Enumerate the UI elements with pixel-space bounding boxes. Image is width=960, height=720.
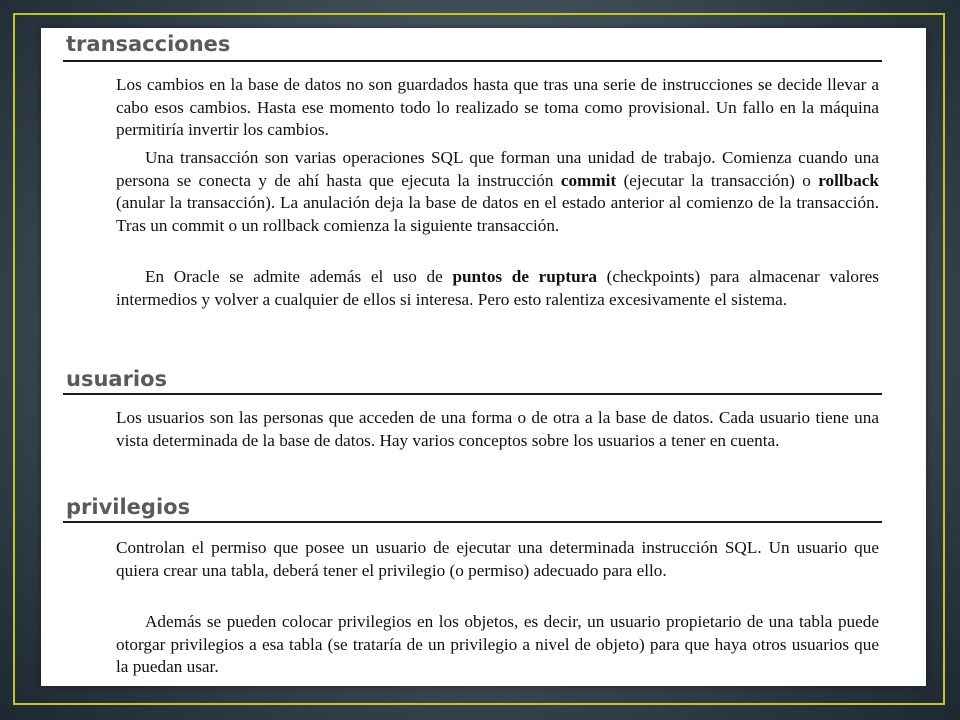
paragraph-usuarios-1: Los usuarios son las personas que acceden de una forma o de otra a la base de datos. Cada usuario tiene una vista determinada de la base de datos. Hay varios conceptos sobre los usuarios a tener en cuenta. xyxy=(116,408,879,450)
text: (ejecutar la transacción) o xyxy=(616,170,819,190)
keyword-commit: commit xyxy=(560,170,617,190)
paragraph-transacciones-3 xyxy=(116,266,879,311)
paragraph-privilegios-1: Controlan el permiso que posee un usuario de ejecutar una determinada instrucción SQL. Un usuario que quiera crear una tabla, deberá tener el privilegio (o permiso) adecuado para ello. xyxy=(116,538,879,580)
paragraph-privilegios-2: Además se pueden colocar privilegios en los objetos, es decir, un usuario propietario de una tabla puede otorgar privilegios a esa tabla (se trataría de un privilegio a nivel de objeto) para que haya otros usuarios que la puedan usar. xyxy=(116,612,879,677)
section-rule-privilegios xyxy=(63,521,882,523)
keyword-puntos-de-ruptura: puntos de ruptura xyxy=(452,267,597,286)
text: En Oracle se admite además el uso de xyxy=(145,267,453,286)
document-page xyxy=(41,28,926,686)
text: (anular la transacción). La anulación deja la base de datos en el estado anterior al comienzo de la transacción. Tras un commit o un rollback comienza la siguiente transacción. xyxy=(116,193,879,235)
section-rule-transacciones xyxy=(63,60,882,62)
text: (checkpoints) para almacenar valores intermedios y volver a cualquier de ellos si interesa. Pero esto ralentiza excesivamente el sistema. xyxy=(116,267,879,309)
text: Una transacción son varias operaciones SQL que forman una unidad de trabajo. Comienza cuando una persona se conecta y de ahí hasta que ejecuta la instrucción xyxy=(116,148,879,190)
section-rule-usuarios xyxy=(63,393,882,395)
paragraph-transacciones-1: Los cambios en la base de datos no son guardados hasta que tras una serie de instrucciones se decide llevar a cabo esos cambios. Hasta ese momento todo lo realizado se toma como provisional. Un fallo en la máquina permitiría invertir los cambios. xyxy=(116,75,879,140)
section-title-usuarios: usuarios xyxy=(66,367,168,391)
section-title-privilegios: privilegios xyxy=(66,495,191,519)
paragraph-transacciones-2 xyxy=(116,147,879,237)
section-title-transacciones: transacciones xyxy=(66,32,231,56)
keyword-rollback: rollback xyxy=(818,170,879,190)
